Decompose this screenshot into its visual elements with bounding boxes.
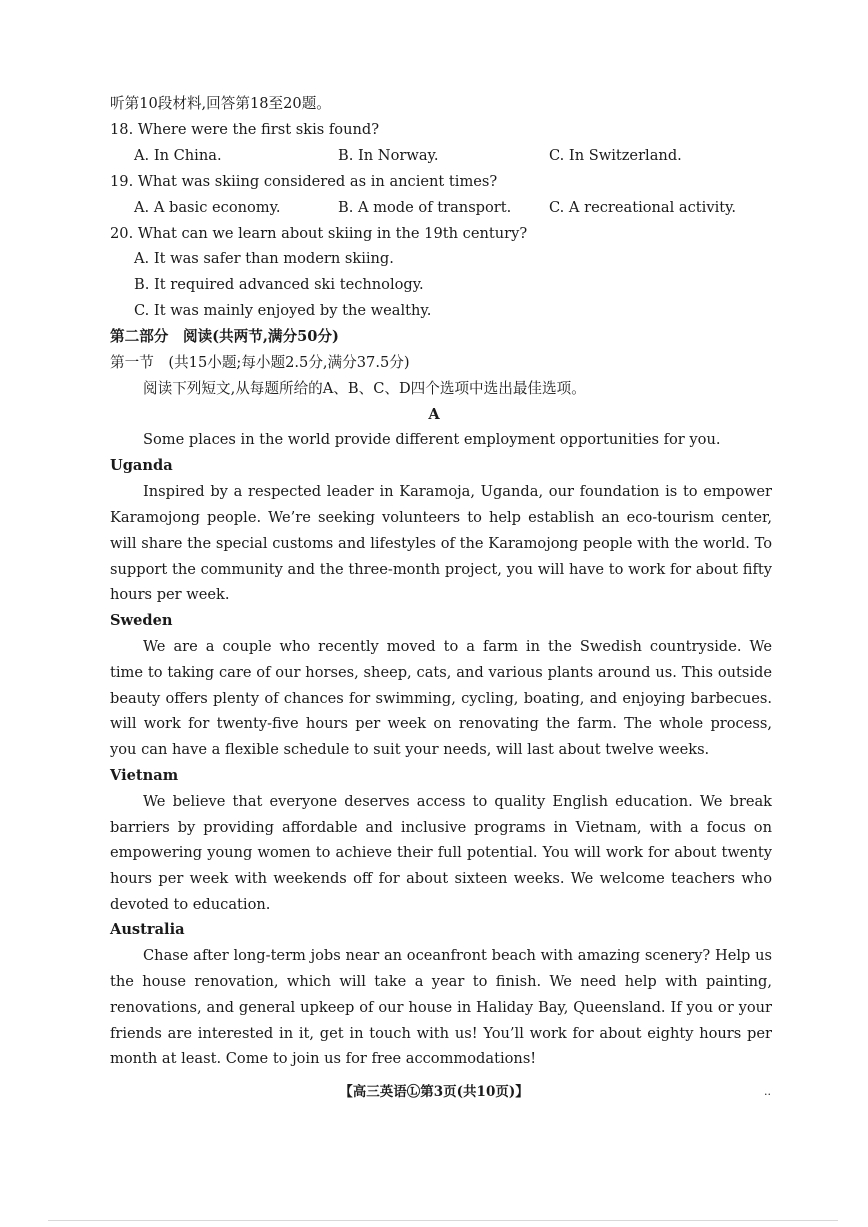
listening-section-intro: 听第10段材料,回答第18至20题。 bbox=[110, 95, 331, 112]
question-18-option-a: A. In China. bbox=[134, 147, 222, 164]
australia-line-4: friends are interested in it, get in touch with us! You’ll work for about eighty hours per bbox=[110, 1025, 772, 1042]
reading-instruction: 阅读下列短文,从每题所给的A、B、C、D四个选项中选出最佳选项。 bbox=[143, 380, 586, 397]
heading-uganda: Uganda bbox=[110, 457, 173, 474]
uganda-line-5: hours per week. bbox=[110, 586, 230, 603]
question-18-option-b: B. In Norway. bbox=[338, 147, 439, 164]
heading-vietnam: Vietnam bbox=[110, 767, 179, 784]
section-one-title: 第一节 (共15小题;每小题2.5分,满分37.5分) bbox=[110, 354, 410, 371]
question-19-option-a: A. A basic economy. bbox=[134, 199, 281, 216]
heading-sweden: Sweden bbox=[110, 612, 173, 629]
question-18-stem: 18. Where were the first skis found? bbox=[110, 121, 380, 138]
australia-line-3: renovations, and general upkeep of our house in Haliday Bay, Queensland. If you or your bbox=[110, 999, 772, 1016]
question-20-option-a: A. It was safer than modern skiing. bbox=[134, 250, 394, 267]
sweden-line-1: We are a couple who recently moved to a farm in the Swedish countryside. We bbox=[143, 638, 772, 655]
question-19-option-c: C. A recreational activity. bbox=[549, 199, 737, 216]
sweden-line-3: beauty offers plenty of chances for swimming, cycling, boating, and enjoying barbecues. bbox=[110, 690, 772, 707]
uganda-line-1: Inspired by a respected leader in Karamoja, Uganda, our foundation is to empower bbox=[143, 483, 772, 500]
question-20-option-b: B. It required advanced ski technology. bbox=[134, 276, 424, 293]
question-19-option-b: B. A mode of transport. bbox=[338, 199, 512, 216]
question-20-option-c: C. It was mainly enjoyed by the wealthy. bbox=[134, 302, 432, 319]
australia-line-5: month at least. Come to join us for free accommodations! bbox=[110, 1050, 537, 1067]
australia-line-1: Chase after long-term jobs near an oceanfront beach with amazing scenery? Help us bbox=[143, 947, 772, 964]
passage-label: A bbox=[428, 406, 440, 423]
vietnam-line-4: hours per week with weekends off for about sixteen weeks. We welcome teachers who bbox=[110, 870, 772, 887]
sweden-line-4: will work for twenty-five hours per week on renovating the farm. The whole process, bbox=[110, 715, 772, 732]
scan-edge-divider bbox=[48, 1220, 838, 1221]
uganda-line-2: Karamojong people. We’re seeking volunteers to help establish an eco-tourism center, bbox=[110, 509, 772, 526]
question-20-stem: 20. What can we learn about skiing in the 19th century? bbox=[110, 225, 528, 242]
question-18-option-c: C. In Switzerland. bbox=[549, 147, 682, 164]
heading-australia: Australia bbox=[110, 921, 185, 938]
vietnam-line-5: devoted to education. bbox=[110, 896, 271, 913]
sweden-line-2: time to taking care of our horses, sheep, cats, and various plants around us. This outside bbox=[110, 664, 772, 681]
uganda-line-3: will share the special customs and lifestyles of the Karamojong people with the world. To bbox=[110, 535, 772, 552]
australia-line-2: the house renovation, which will take a year to finish. We need help with painting, bbox=[110, 973, 772, 990]
question-19-stem: 19. What was skiing considered as in ancient times? bbox=[110, 173, 498, 190]
footer-mark: .. bbox=[764, 1085, 771, 1098]
part-two-title: 第二部分 阅读(共两节,满分50分) bbox=[110, 328, 339, 345]
sweden-line-5: you can have a flexible schedule to suit your needs, will last about twelve weeks. bbox=[110, 741, 710, 758]
page-footer: 【高三英语Ⓛ第3页(共10页)】 bbox=[339, 1084, 529, 1100]
vietnam-line-1: We believe that everyone deserves access to quality English education. We break bbox=[143, 793, 772, 810]
uganda-line-4: support the community and the three-month project, you will have to work for about fifty bbox=[110, 561, 772, 578]
vietnam-line-3: empowering young women to achieve their full potential. You will work for about twenty bbox=[110, 844, 772, 861]
vietnam-line-2: barriers by providing affordable and inclusive programs in Vietnam, with a focus on bbox=[110, 819, 772, 836]
passage-intro: Some places in the world provide different employment opportunities for you. bbox=[143, 431, 721, 448]
